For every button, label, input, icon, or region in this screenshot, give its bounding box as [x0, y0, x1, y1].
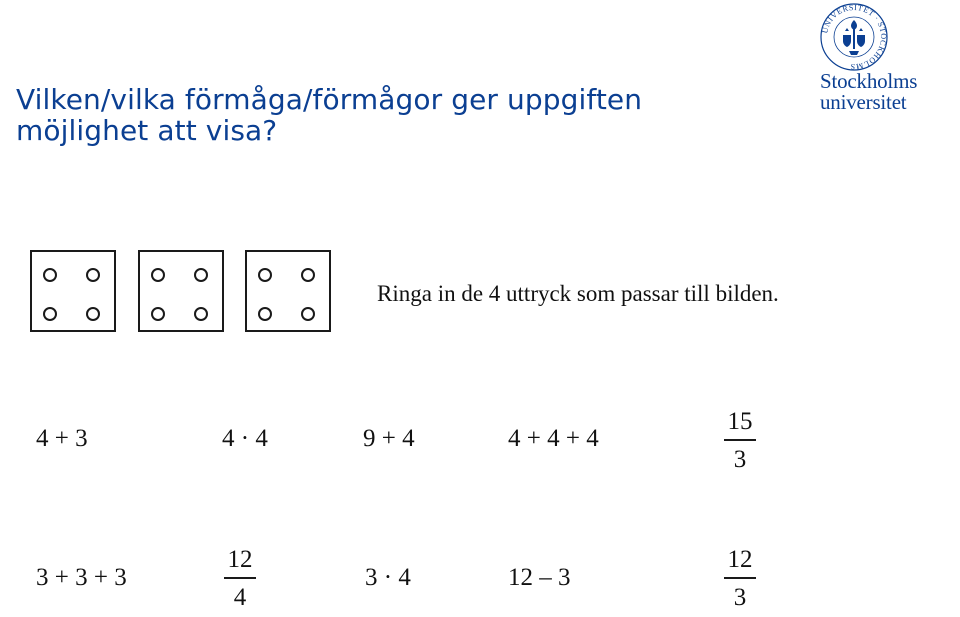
dot	[86, 307, 100, 321]
fraction-12-over-3[interactable]	[718, 545, 762, 613]
fraction-bar	[724, 577, 756, 579]
expression-4-plus-4-plus-4[interactable]: 4 + 4 + 4	[508, 425, 599, 452]
dot	[194, 307, 208, 321]
dot	[43, 307, 57, 321]
fraction-denominator: 3	[733, 446, 747, 473]
dot	[151, 268, 165, 282]
dot-box-2	[138, 250, 224, 332]
fraction-12-over-4[interactable]	[218, 545, 262, 613]
dot	[258, 307, 272, 321]
dot	[151, 307, 165, 321]
university-name-line-1: Stockholms	[820, 69, 918, 93]
expression-4-plus-3[interactable]: 4 + 3	[36, 425, 88, 452]
title-line-2: möjlighet att visa?	[16, 114, 278, 148]
task-instruction: Ringa in de 4 uttryck som passar till bilden.	[377, 281, 779, 306]
dot	[301, 307, 315, 321]
expression-9-plus-4[interactable]: 9 + 4	[363, 425, 415, 452]
fraction-numerator: 15	[727, 408, 753, 435]
university-name-line-2: universitet	[820, 90, 907, 114]
fraction-bar	[724, 439, 756, 441]
fraction-denominator: 4	[233, 584, 247, 611]
expression-3-times-4[interactable]: 3 · 4	[365, 564, 411, 591]
fraction-numerator: 12	[727, 546, 753, 573]
expression-12-minus-3[interactable]: 12 – 3	[508, 564, 571, 591]
dot	[258, 268, 272, 282]
expression-4-times-4[interactable]: 4 · 4	[222, 425, 268, 452]
fraction-15-over-3[interactable]	[718, 407, 762, 475]
fraction-numerator: 12	[227, 546, 253, 573]
expression-3-plus-3-plus-3[interactable]: 3 + 3 + 3	[36, 564, 127, 591]
dot	[43, 268, 57, 282]
fraction-denominator: 3	[733, 584, 747, 611]
dot	[86, 268, 100, 282]
seal-text: UNIVERSITET · STOCKHOLMS	[820, 2, 889, 72]
dot-box-3	[245, 250, 331, 332]
title-line-1: Vilken/vilka förmåga/förmågor ger uppgiften	[16, 83, 643, 116]
dot	[194, 268, 208, 282]
fraction-bar	[224, 577, 256, 579]
dot-box-1	[30, 250, 116, 332]
dot	[301, 268, 315, 282]
